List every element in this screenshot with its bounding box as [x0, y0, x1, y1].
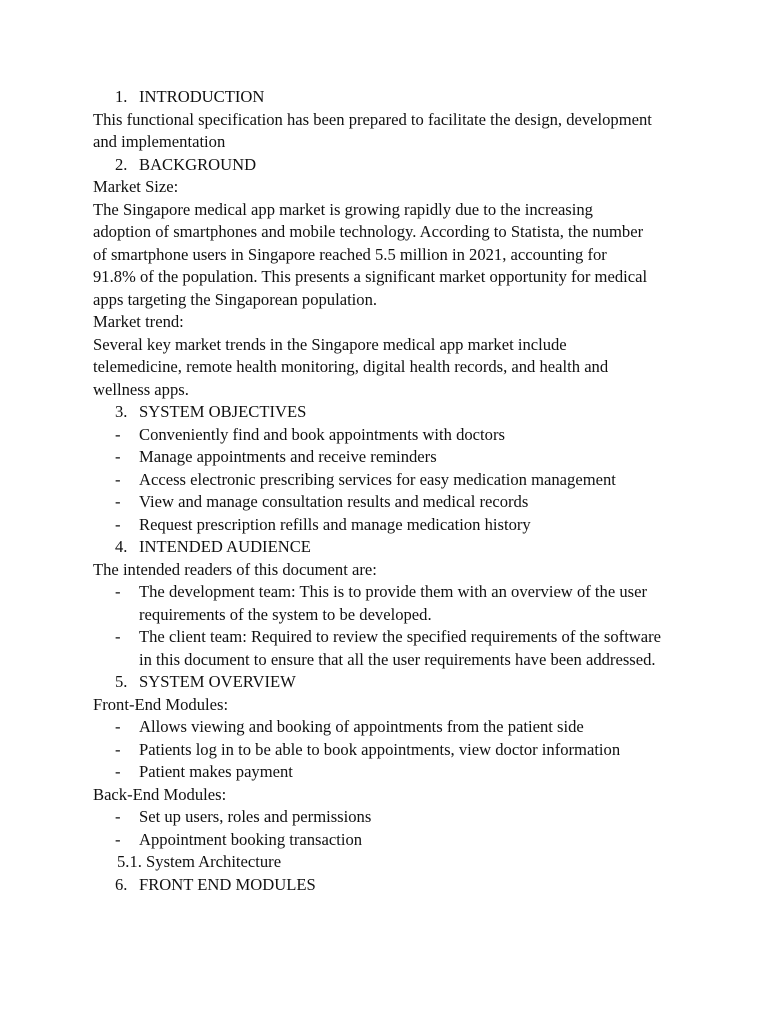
document-body — [93, 86, 693, 896]
bullet-dash: - — [115, 582, 121, 601]
list-item: - View and manage consultation results and medical records — [93, 491, 669, 514]
section-title: SYSTEM OBJECTIVES — [139, 402, 307, 421]
list-item: - Access electronic prescribing services for easy medication management — [93, 469, 669, 492]
section-heading-overview — [93, 671, 693, 694]
list-item: - Conveniently find and book appointments with doctors — [93, 424, 669, 447]
bullet-dash: - — [115, 829, 121, 849]
section-heading-objectives — [93, 401, 693, 424]
list-item: - Request prescription refills and manage medication history — [93, 514, 669, 537]
bullet-dash: - — [115, 717, 121, 736]
section-title: INTRODUCTION — [139, 87, 265, 106]
audience-intro: The intended readers of this document are: — [93, 559, 377, 579]
market-size-paragraph: The Singapore medical app market is growing rapidly due to the increasing adoption of smartphones and mobile technology. According to Statista, the number of smartphone users in Singapore reached 5.5 million in 2021, accounting for 91.8% of the population. This presents a significant market opportunity for medical apps targeting the Singaporean population. — [93, 199, 648, 309]
section-number: 5. — [115, 672, 128, 691]
bullet-dash: - — [115, 514, 121, 534]
list-item: - Appointment booking transaction — [93, 829, 669, 852]
section-number: 2. — [115, 154, 128, 174]
bullet-dash: - — [115, 807, 121, 826]
bullet-dash: - — [115, 627, 121, 646]
section-heading-introduction — [93, 86, 693, 109]
frontend-label: Front-End Modules: — [93, 694, 229, 714]
section-number: 6. — [115, 874, 128, 894]
section-number: 3. — [115, 402, 128, 421]
section-heading-frontend-modules — [93, 874, 693, 897]
subsection-title: System Architecture — [146, 852, 282, 871]
bullet-dash: - — [115, 424, 121, 444]
list-item: - Patients log in to be able to book appointments, view doctor information — [93, 739, 669, 762]
bullet-dash: - — [115, 469, 121, 489]
list-item: - Allows viewing and booking of appointments from the patient side — [93, 716, 669, 739]
section-number: 4. — [115, 537, 128, 556]
section-title: BACKGROUND — [139, 154, 257, 174]
list-item: - Patient makes payment — [93, 761, 669, 784]
list-item: - The development team: This is to provide them with an overview of the user requirements of the system to be developed. — [115, 582, 647, 624]
backend-label: Back-End Modules: — [93, 784, 227, 804]
list-item: - Manage appointments and receive reminders — [93, 446, 669, 469]
section-title: FRONT END MODULES — [139, 874, 316, 894]
list-item: - Set up users, roles and permissions — [93, 806, 669, 829]
bullet-dash: - — [115, 447, 121, 466]
subsection-heading-architecture — [93, 851, 693, 874]
section-heading-audience — [93, 536, 693, 559]
bullet-dash: - — [115, 492, 121, 511]
subsection-number: 5.1. — [117, 852, 142, 871]
list-item: - The client team: Required to review the specified requirements of the software in this document to ensure that all the user requirements have been addressed. — [115, 627, 662, 669]
market-trend-paragraph: Several key market trends in the Singapore medical app market include telemedicine, remote health monitoring, digital health records, and health and wellness apps. — [93, 334, 609, 399]
bullet-dash: - — [115, 739, 121, 759]
market-trend-label: Market trend: — [93, 312, 184, 331]
market-size-label: Market Size: — [93, 177, 179, 196]
section-number: 1. — [115, 87, 128, 106]
section-heading-background — [93, 154, 693, 177]
bullet-dash: - — [115, 762, 121, 781]
section-title: SYSTEM OVERVIEW — [139, 672, 296, 691]
intro-paragraph: This functional specification has been prepared to facilitate the design, development and implementation — [93, 109, 652, 151]
section-title: INTENDED AUDIENCE — [139, 537, 311, 556]
